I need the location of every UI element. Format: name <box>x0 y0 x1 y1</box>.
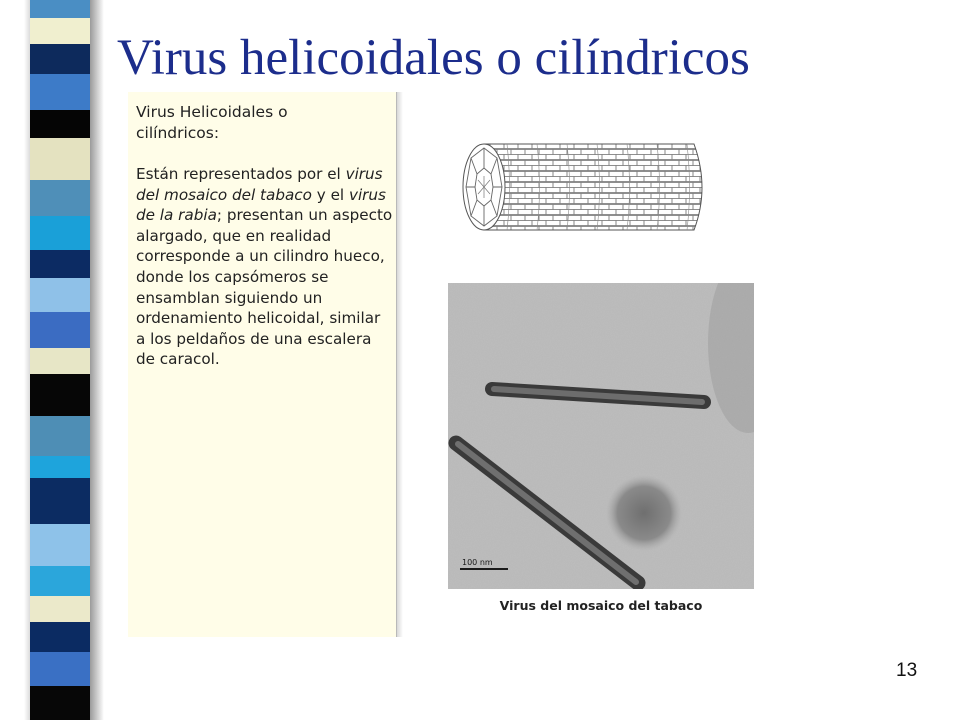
figure-caption: Virus del mosaico del tabaco <box>499 598 703 613</box>
panel-heading-line2: cilíndricos <box>136 124 214 142</box>
capsid-body <box>484 144 702 230</box>
body-intro: Están representados por el <box>136 165 341 183</box>
tmv-micrograph <box>448 283 754 589</box>
micrograph-particle <box>606 475 682 551</box>
micrograph-background <box>448 283 754 589</box>
panel-heading-colon: : <box>213 124 220 142</box>
scale-bar-label: 100 nm <box>462 558 493 567</box>
panel-body-text <box>136 164 394 370</box>
panel-heading-line1: Virus Helicoidales o <box>136 103 288 121</box>
body-connector: y el <box>311 185 349 204</box>
page-number: 13 <box>896 660 918 681</box>
body-italic-rabies: virus de la rabia <box>136 185 386 225</box>
panel-heading <box>136 102 386 144</box>
decorative-stripe-band <box>30 0 92 720</box>
panel-shadow <box>397 92 403 637</box>
body-description: ; presentan un aspecto alargado, que en realidad corresponde a un cilindro hueco, donde los capsómeros se ensamblan siguiendo un ordenamiento helicoidal, similar a los peldaños de una escalera de caracol. <box>136 206 393 369</box>
helical-capsid-diagram <box>462 138 712 238</box>
stripe-shadow <box>90 0 104 720</box>
slide-title: Virus helicoidales o cilíndricos <box>117 30 750 86</box>
info-panel <box>128 92 400 637</box>
body-italic-tmv: virus del mosaico del tabaco <box>136 165 383 204</box>
